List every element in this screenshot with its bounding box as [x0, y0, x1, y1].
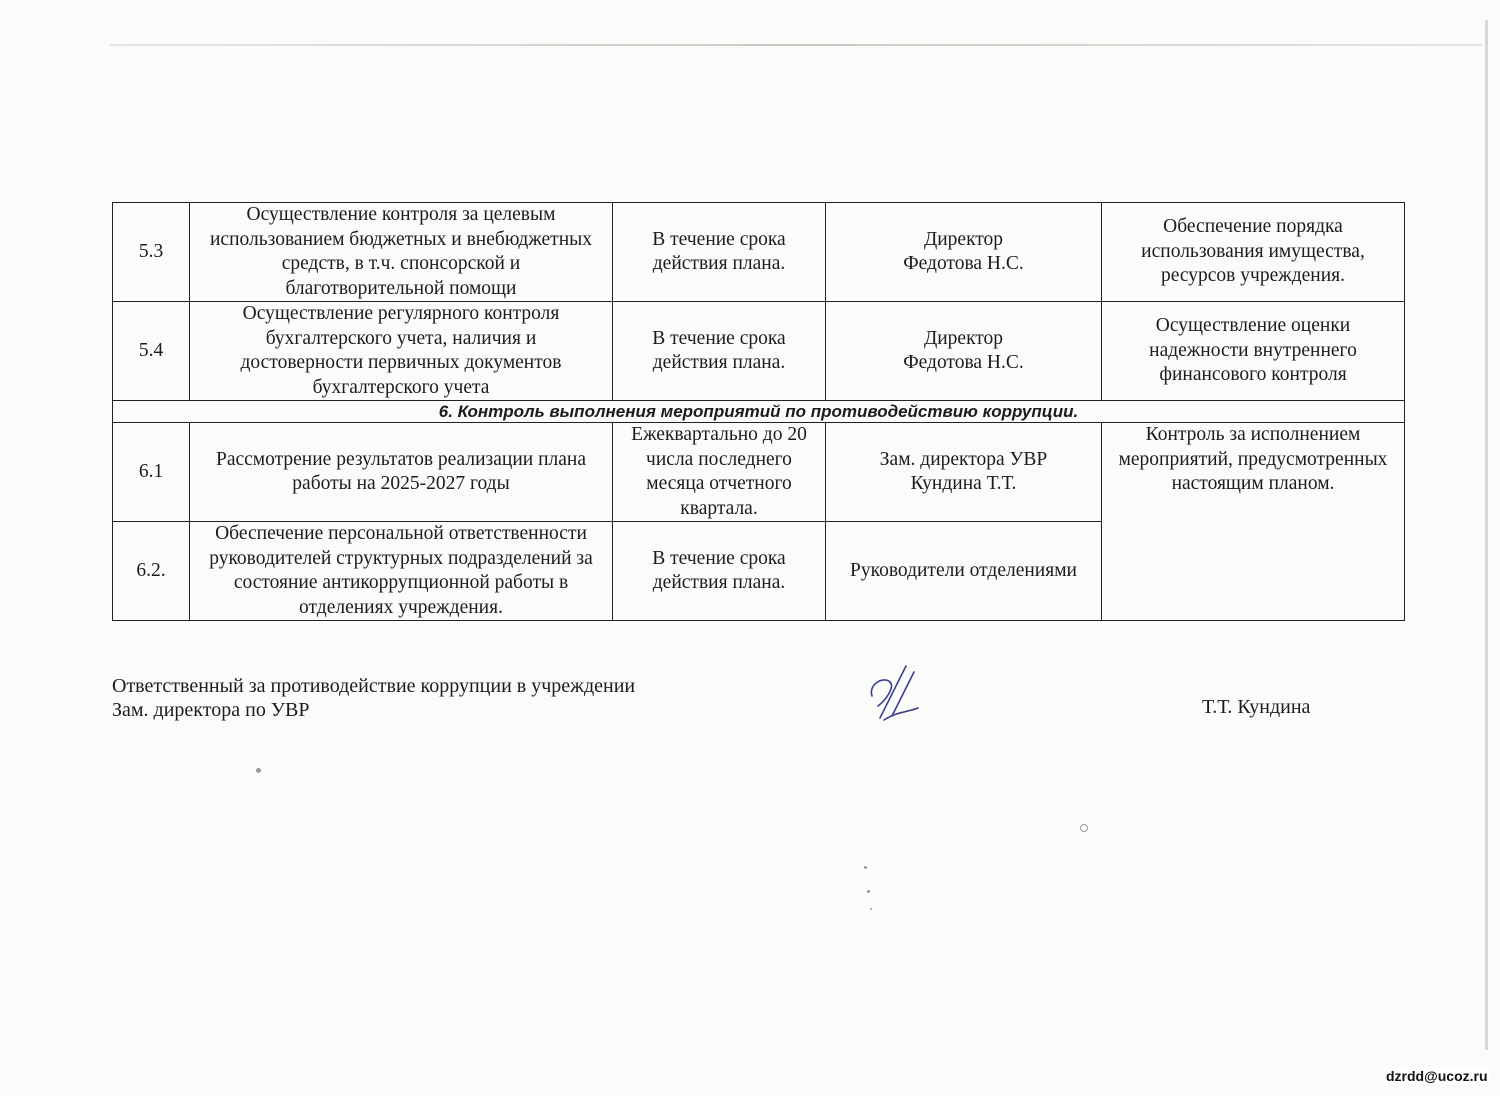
result-cell: Обеспечение порядка использования имущества, ресурсов учреждения.: [1102, 203, 1405, 302]
row-number: 5.3: [113, 203, 190, 302]
scan-speck: [870, 908, 872, 910]
row-number: 5.4: [113, 302, 190, 401]
term-cell: В течение срока действия плана.: [613, 203, 826, 302]
footer-line-2: Зам. директора по УВР: [112, 699, 310, 721]
footer-signatory: [112, 674, 635, 722]
scan-speck: [867, 890, 870, 893]
table-row: [113, 203, 1405, 302]
table-row: [113, 423, 1405, 522]
row-number: 6.1: [113, 423, 190, 522]
responsible-cell: Зам. директора УВР Кундина Т.Т.: [826, 423, 1102, 522]
activity-cell: Осуществление регулярного контроля бухгалтерского учета, наличия и достоверности первичных документов бухгалтерского учета: [190, 302, 613, 401]
activity-cell: Обеспечение персональной ответственности руководителей структурных подразделений за состояние антикоррупционной работы в отделениях учреждения.: [190, 522, 613, 621]
scan-speck: [1080, 824, 1088, 832]
scan-speck: [864, 866, 867, 869]
watermark: dzrdd@ucoz.ru: [1386, 1068, 1488, 1084]
row-number: 6.2.: [113, 522, 190, 621]
plan-table: [112, 202, 1405, 621]
activity-cell: Рассмотрение результатов реализации плана работы на 2025-2027 годы: [190, 423, 613, 522]
signatory-name: Т.Т. Кундина: [1202, 696, 1311, 718]
scan-border-top: [110, 44, 1482, 46]
signature-icon: [862, 662, 924, 724]
term-cell: Ежеквартально до 20 числа последнего месяца отчетного квартала.: [613, 423, 826, 522]
result-cell: Контроль за исполнением мероприятий, предусмотренных настоящим планом.: [1102, 423, 1405, 621]
responsible-cell: Руководители отделениями: [826, 522, 1102, 621]
responsible-cell: Директор Федотова Н.С.: [826, 302, 1102, 401]
term-cell: В течение срока действия плана.: [613, 522, 826, 621]
table-row: [113, 302, 1405, 401]
result-cell: Осуществление оценки надежности внутреннего финансового контроля: [1102, 302, 1405, 401]
scan-border-right: [1485, 20, 1488, 1050]
term-cell: В течение срока действия плана.: [613, 302, 826, 401]
activity-cell: Осуществление контроля за целевым использованием бюджетных и внебюджетных средств, в т.ч. спонсорской и благотворительной помощи: [190, 203, 613, 302]
responsible-cell: Директор Федотова Н.С.: [826, 203, 1102, 302]
section-title: 6. Контроль выполнения мероприятий по противодействию коррупции.: [113, 401, 1405, 423]
scan-speck: [256, 768, 261, 773]
footer-line-1: Ответственный за противодействие коррупции в учреждении: [112, 675, 636, 697]
section-row: [113, 401, 1405, 423]
